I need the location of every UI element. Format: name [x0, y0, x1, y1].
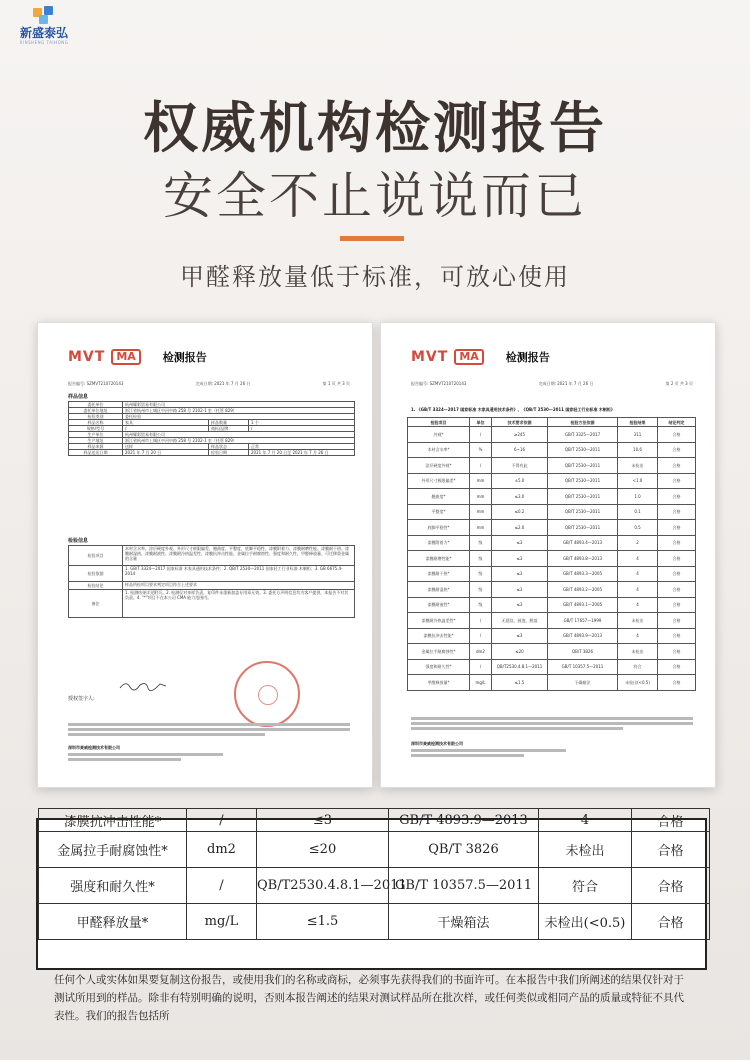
table-cell: 合格 [658, 644, 696, 660]
table-cell: 翘曲度* [408, 489, 470, 505]
table-cell: 甲醛释放量* [408, 675, 470, 691]
table-cell: 级 [470, 535, 492, 551]
table-cell: 合格 [658, 504, 696, 520]
cube-icon [31, 6, 57, 26]
table-cell: 强度和耐久性* [39, 868, 187, 904]
table-cell: 合格 [658, 675, 696, 691]
table-row [408, 613, 696, 629]
table-cell: ≤2.0 [492, 520, 548, 536]
table-cell: GB/T 4893.1—2005 [548, 597, 618, 613]
standard-section: 1. 《GB/T 3324—2017 国家标准 木家具通用技术条件》、《QB/T 2530—2011 国家轻工行业标准 木制柜》 [411, 407, 615, 412]
brand-logo [14, 6, 74, 45]
table-row [408, 582, 696, 598]
table-cell: 合格 [632, 868, 710, 904]
table-cell: ≥245 [492, 427, 548, 443]
table-cell: 1.0 [618, 489, 658, 505]
report-footnote [68, 723, 350, 738]
table-cell: 外观* [408, 427, 470, 443]
table-cell: 合格 [658, 535, 696, 551]
table-cell: GB/T 4893.9—2013 [548, 628, 618, 644]
table-cell: / [470, 628, 492, 644]
table-cell: 样品所检项目要求判定项目符合上述要求 [123, 582, 355, 590]
table-cell: 合格 [658, 628, 696, 644]
table-cell: 漆膜附着力* [408, 535, 470, 551]
table-cell: ±5.0 [492, 473, 548, 489]
table-cell: 合格 [658, 489, 696, 505]
table-cell: mm [470, 504, 492, 520]
table-cell: mm [470, 489, 492, 505]
table-row [408, 551, 696, 567]
table-cell: 备注 [69, 590, 123, 618]
official-seal [234, 661, 300, 727]
table-cell: 样品数量 [209, 420, 249, 426]
table-cell: 4 [618, 582, 658, 598]
table-cell: 漆膜耐磨性能* [408, 551, 470, 567]
test-info-table [68, 545, 355, 618]
report-header [68, 349, 207, 365]
table-cell: 规格/型号 [69, 426, 123, 432]
table-row [39, 868, 710, 904]
table-cell: 不得有此 [492, 458, 548, 474]
table-cell: / [470, 659, 492, 675]
page-subtitle: 安全不止说说而已 [163, 167, 587, 225]
table-cell: QB/T 2530—2011 [548, 504, 618, 520]
table-cell: 1 个 [249, 420, 355, 426]
lab-address [411, 749, 693, 759]
table-cell: 1. 检测结果详见附页。2. 检测仅对来样负责，复印件未重新加盖专用章无效。3. 委托方声明信息均为客户提供，本报告不对其负责。4. "*"项目不在本公司 CMA 能力范围内。 [123, 590, 355, 618]
table-row [408, 520, 696, 536]
table-cell: GB/T 4893.8—2013 [548, 551, 618, 567]
table-cell: 符合 [618, 659, 658, 675]
brand-name: 新盛泰弘 [19, 26, 68, 40]
sample-info-label: 样品信息 [68, 394, 89, 400]
table-cell: 生产地址 [69, 438, 123, 444]
table-row [408, 628, 696, 644]
table-row [408, 504, 696, 520]
table-row [69, 450, 355, 456]
table-cell: 2021 年 7 月 20 日 [123, 450, 209, 456]
table-cell: 干燥箱法 [548, 675, 618, 691]
table-cell: 浙江省杭州市上城区中河中路 258 号 2102-1 室（托管 829） [123, 438, 355, 444]
table-cell: 商标/品牌 [209, 426, 249, 432]
table-cell: 检验日期 [209, 450, 249, 456]
table-cell: 漆膜抗冲击性能* [39, 809, 187, 832]
table-cell: 强度和耐久性* [408, 659, 470, 675]
mvt-logo: MVT [411, 349, 449, 365]
table-row [408, 566, 696, 582]
table-cell: 样品名称 [69, 420, 123, 426]
table-cell: GB/T 4893.9—2013 [389, 809, 539, 832]
table-row [69, 546, 355, 566]
column-header: 检验项目 [408, 418, 470, 427]
table-cell: QB/T 2530—2011 [548, 442, 618, 458]
table-row [39, 832, 710, 868]
table-cell: 漆膜耐湿热* [408, 582, 470, 598]
table-cell: 正常 [249, 444, 355, 450]
table-cell: 10.6 [618, 442, 658, 458]
table-cell: 检验结论 [69, 582, 123, 590]
table-row [408, 427, 696, 443]
table-cell: QB/T 2530—2011 [548, 458, 618, 474]
table-row [69, 590, 355, 618]
table-cell: 未检出 [539, 832, 632, 868]
lab-company: 深圳市麦威检测技术有限公司 [68, 745, 120, 750]
signer-label: 授权签字人: [68, 696, 95, 702]
column-header: 技术要求依据 [492, 418, 548, 427]
table-cell: 4 [618, 566, 658, 582]
report-meta [68, 381, 350, 387]
table-cell: QB/T 2530—2011 [548, 473, 618, 489]
table-row [408, 458, 696, 474]
table-cell: mg/L [187, 904, 257, 940]
table-cell: 合格 [658, 473, 696, 489]
table-cell: 级 [470, 551, 492, 567]
table-cell: ≤3.0 [492, 489, 548, 505]
table-cell: / [470, 427, 492, 443]
ma-logo: MA [454, 349, 483, 365]
report-header [411, 349, 550, 365]
table-cell: 2021 年 7 月 20 日至 2021 年 7 月 26 日 [249, 450, 355, 456]
report-page-2 [380, 322, 716, 788]
page-number: 第 1 页 共 3 页 [322, 381, 350, 386]
table-cell: 合格 [658, 551, 696, 567]
table-cell: 0.1 [618, 504, 658, 520]
table-cell: 合格 [658, 566, 696, 582]
table-cell: 漆膜抗冲击性能* [408, 628, 470, 644]
table-cell: ≤3 [492, 597, 548, 613]
table-cell: <1.0 [618, 473, 658, 489]
table-cell: 检验项目 [69, 546, 123, 566]
table-cell: ≤3 [492, 551, 548, 567]
table-cell: 无裂纹、鼓泡、脱落 [492, 613, 548, 629]
table-cell: 0.5 [618, 520, 658, 536]
table-cell: 甲醛释放量* [39, 904, 187, 940]
table-cell: 级 [470, 582, 492, 598]
table-cell: ≤20 [492, 644, 548, 660]
table-cell: 合格 [658, 597, 696, 613]
disclaimer-text: 任何个人或实体如果要复制这份报告，或使用我们的名称或商标，必须事先获得我们的书面许可。在本报告中我们所阐述的结果仅针对于测试所用到的样品。除非有特别明确的说明，否则本报告阐述的结果对测试样品所在批次样，或任何类似或相同产品的质量或特征不具代表性。我们的报告包括所 [54, 974, 684, 1022]
table-cell: 家具 [123, 420, 209, 426]
table-cell: ≤1.5 [492, 675, 548, 691]
table-cell: 未检出 [618, 458, 658, 474]
table-cell: GB/T 4893.4—2013 [548, 535, 618, 551]
table-cell: 级 [470, 597, 492, 613]
table-cell: 合格 [658, 520, 696, 536]
table-cell: 2 [618, 535, 658, 551]
table-cell: 木材含水率、涂层硬度外观、外形尺寸极限偏差、翘曲度、平整度、底脚平稳性、漆膜附着力、漆膜耐磨性能、漆膜耐干热、漆膜耐湿热、漆膜耐液性、漆膜耐冷热温差性、漆膜抗冲击性能、金属拉手耐腐蚀性、强度和耐久性、甲醛释放量、可迁移重金属的含量 [123, 546, 355, 566]
table-cell: 底脚平稳性* [408, 520, 470, 536]
page-number: 第 2 页 共 3 页 [665, 381, 693, 386]
table-cell: ≤1.5 [257, 904, 389, 940]
table-cell: 生产单位 [69, 432, 123, 438]
table-cell: 未检出(<0.5) [618, 675, 658, 691]
table-cell: 检验依据 [69, 566, 123, 582]
table-row [408, 489, 696, 505]
report-number: 报告编号: SZMVT210720143 [68, 381, 124, 386]
finish-date: 完成日期: 2021 年 7 月 26 日 [538, 381, 594, 386]
table-cell: mm [470, 520, 492, 536]
table-cell: / [470, 458, 492, 474]
table-cell: ≤0.2 [492, 504, 548, 520]
table-row [408, 659, 696, 675]
table-cell: 合格 [632, 809, 710, 832]
column-header: 检验结果 [618, 418, 658, 427]
table-cell: QB/T 2530—2011 [548, 489, 618, 505]
table-cell: / [470, 613, 492, 629]
table-row [39, 809, 710, 832]
table-cell: QB/T 3826 [548, 644, 618, 660]
table-cell: 合格 [658, 613, 696, 629]
table-cell: / [187, 809, 257, 832]
table-cell: GB/T 4893.3—2005 [548, 566, 618, 582]
table-cell: 未检出 [618, 644, 658, 660]
table-cell: ≤3 [492, 535, 548, 551]
table-cell: QB/T 3826 [389, 832, 539, 868]
table-cell: % [470, 442, 492, 458]
table-cell: GB/T 10357.5—2011 [548, 659, 618, 675]
table-cell: ≤3 [492, 628, 548, 644]
table-cell: 漆膜耐冷热温差性* [408, 613, 470, 629]
test-info-label: 检验信息 [68, 538, 89, 544]
column-header: 单位 [470, 418, 492, 427]
table-cell: / [249, 426, 355, 432]
table-cell: 委托单位 [69, 402, 123, 408]
mvt-logo: MVT [68, 349, 106, 365]
table-row [408, 675, 696, 691]
table-header-row [408, 418, 696, 427]
table-cell: 合格 [632, 904, 710, 940]
table-cell: 外形尺寸极限偏差* [408, 473, 470, 489]
table-cell: GB/T 4893.2—2005 [548, 582, 618, 598]
table-cell: 涂层硬度外观* [408, 458, 470, 474]
table-cell: ≤3 [257, 809, 389, 832]
results-table [407, 417, 696, 691]
table-cell: 检验类别 [69, 414, 123, 420]
zoomed-results-table [36, 812, 707, 970]
table-cell: 4 [618, 551, 658, 567]
report-meta [411, 381, 693, 387]
table-cell: 4 [618, 597, 658, 613]
table-row [69, 566, 355, 582]
table-cell: / [123, 426, 209, 432]
table-cell: 未检出 [618, 613, 658, 629]
table-cell: ≤20 [257, 832, 389, 868]
table-cell: GB/T 3325—2017 [548, 427, 618, 443]
table-cell: 木材含水率* [408, 442, 470, 458]
table-cell: ≤3 [492, 582, 548, 598]
table-row [39, 904, 710, 940]
signature [118, 678, 168, 692]
report-title: 检测报告 [505, 351, 550, 364]
column-header: 结论判定 [658, 418, 696, 427]
table-cell: 合格 [658, 458, 696, 474]
table-cell: 合格 [658, 659, 696, 675]
column-header: 检验方法依据 [548, 418, 618, 427]
table-cell: 杭州耀彩贸易有限公司 [123, 402, 355, 408]
lab-company: 深圳市麦威检测技术有限公司 [411, 741, 463, 746]
table-cell: / [187, 868, 257, 904]
table-cell: 1. GB/T 3324—2017 国家标准 木家具通用技术条件；2. QB/T 2530—2011 国家轻工行业标准 木制柜；3. GB 6675.4-2014 [123, 566, 355, 582]
table-cell: ≤3 [492, 566, 548, 582]
table-row [408, 535, 696, 551]
table-cell: 6~16 [492, 442, 548, 458]
table-cell: mg/L [470, 675, 492, 691]
table-cell: QB/T 2530—2011 [548, 520, 618, 536]
report-number: 报告编号: SZMVT210720143 [411, 381, 467, 386]
table-cell: 送样 [123, 444, 209, 450]
accent-divider [340, 236, 404, 241]
table-cell: 委托检验 [123, 414, 355, 420]
table-cell: 合格 [658, 442, 696, 458]
table-cell: 4 [539, 809, 632, 832]
table-cell: QB/T2530.4.8.1—2011 [492, 659, 548, 675]
table-cell: 漆膜耐干热* [408, 566, 470, 582]
table-row [408, 442, 696, 458]
page-title: 权威机构检测报告 [142, 96, 607, 160]
table-row [408, 473, 696, 489]
table-cell: 合格 [658, 582, 696, 598]
brand-sub: XINSHENG TAIHONG [19, 40, 69, 45]
table-cell: dm2 [187, 832, 257, 868]
table-cell: GB/T 17657—1999 [548, 613, 618, 629]
table-cell: 金属拉手耐腐蚀性* [39, 832, 187, 868]
table-cell: 样品送达日期 [69, 450, 123, 456]
table-cell: mm [470, 473, 492, 489]
table-cell: 合格 [658, 427, 696, 443]
table-cell: dm2 [470, 644, 492, 660]
sample-info-table [68, 401, 355, 456]
table-cell: 金属拉手耐腐蚀性* [408, 644, 470, 660]
table-cell: 311 [618, 427, 658, 443]
table-cell: 干燥箱法 [389, 904, 539, 940]
table-row [408, 644, 696, 660]
tagline: 甲醛释放量低于标准，可放心使用 [180, 263, 570, 291]
table-cell: 漆膜耐液性* [408, 597, 470, 613]
ma-logo: MA [111, 349, 140, 365]
table-cell: 级 [470, 566, 492, 582]
table-cell: 样品状态 [209, 444, 249, 450]
table-cell: 未检出(<0.5) [539, 904, 632, 940]
table-cell: 杭州耀彩贸易有限公司 [123, 432, 355, 438]
table-cell: 合格 [632, 832, 710, 868]
report-footnote [411, 717, 693, 732]
table-cell: QB/T2530.4.8.1—2011 [257, 868, 389, 904]
table-cell: 平整度* [408, 504, 470, 520]
table-cell: GB/T 10357.5—2011 [389, 868, 539, 904]
table-row [408, 597, 696, 613]
table-row [69, 582, 355, 590]
report-page-1 [37, 322, 373, 788]
table-cell: 符合 [539, 868, 632, 904]
table-cell: 委托单位地址 [69, 408, 123, 414]
table-cell: 4 [618, 628, 658, 644]
lab-address [68, 753, 350, 763]
table-cell: 样品来源 [69, 444, 123, 450]
table-cell: 浙江省杭州市上城区中河中路 258 号 2102-1 室（托管 829） [123, 408, 355, 414]
finish-date: 完成日期: 2021 年 7 月 26 日 [195, 381, 251, 386]
report-title: 检测报告 [162, 351, 207, 364]
